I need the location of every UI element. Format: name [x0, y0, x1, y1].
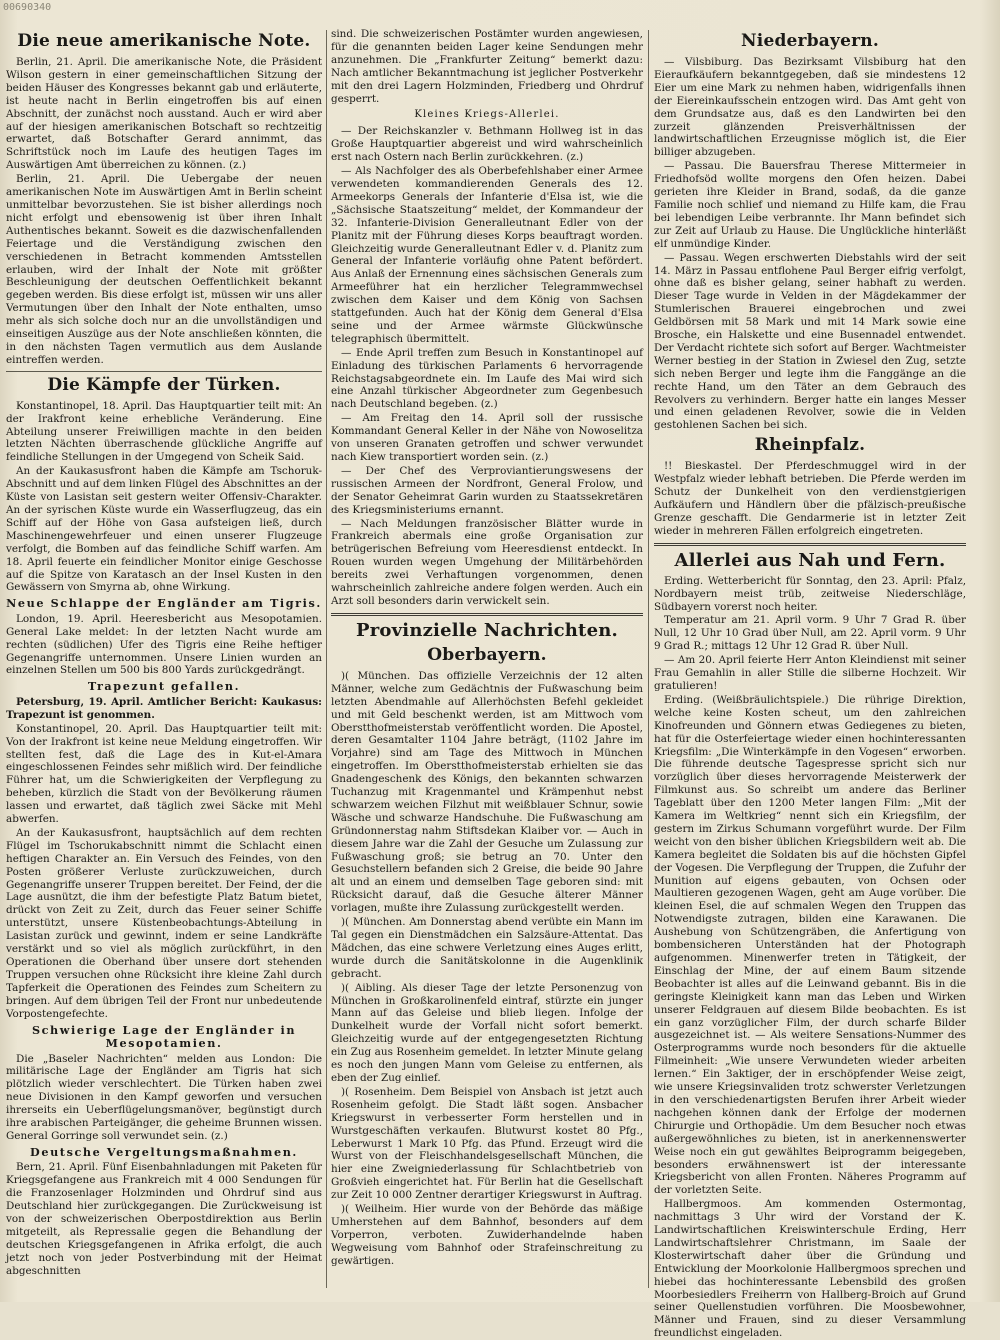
article-paragraph: — Passau. Wegen erschwerten Diebstahls wird der seit 14. März in Passau entflohene Paul Berger eifrig verfolgt, ohne daß es bisher gelang, seiner habhaft zu werden. Dieser Tage wurde in Velden in der Mägdekammer der Stumlerischen Brauerei eingebrochen und zwei Geldbörsen mit 58 Mark und mit 14 Mark sowie eine Brosche, ein Halskette und eine Busennadel entwendet. Der Verdacht richtete sich sofort auf Berger. Wachtmeister Werner bestieg in der Station in Zwiesel den Zug, setzte sich neben Berger und legte ihm die Fanggänge an die rechte Hand, um den Täter an dem Gebrauch des Revolvers zu verhindern. Berger hatte ein langes Messer und einen geladenen Revolver, sowie die in Velden gestohlenen Sachen bei sich.	[654, 251, 966, 432]
article-paragraph: London, 19. April. Heeresbericht aus Mesopotamien. General Lake meldet: In der letzten Nacht wurde am rechten (südlichen) Ufer des Tigris eine Reihe heftiger Gegenangriffe unternommen. Unsere Linien wurden an einzelnen Stellen um 500 bis 800 Yards zurückgedrängt.	[6, 612, 322, 677]
article-paragraph: Konstantinopel, 18. April. Das Hauptquartier teilt mit: An der Irakfront keine erhebliche Veränderung. Eine Abteilung unserer Freiwilligen machte in den beiden letzten Nächten überraschende glückliche Angriffe auf feindliche Stellungen in der Umgegend von Scheik Said.	[6, 399, 322, 464]
article-paragraph: — Am Freitag den 14. April soll der russische Kommandant General Keller in der Nähe von Nowoselitza von unseren Granaten getroffen und schwer verwundet nach Kiew transportiert worden sein. (z.)	[331, 412, 643, 463]
column-3	[654, 28, 966, 1340]
article-paragraph: Bern, 21. April. Fünf Eisenbahnladungen mit Paketen für Kriegsgefangene aus Frankreich mit 4 000 Sendungen für die Franzosenlager Holzminden und Ohrdruf sind aus Deutschland hier zurückgegangen. Die Zurückweisung ist von der schweizerischen Oberpostdirektion aus Berlin mitgeteilt, als Repressalie gegen die Behandlung der deutschen Kriegsgefangenen in Afrika erfolgt, die auch jetzt noch von jeder Postverbindung mit der Heimat abgeschnitten	[6, 1161, 322, 1277]
article-paragraph: — Der Chef des Verproviantierungswesens der russischen Armeen der Nordfront, General Frolow, und der Senator Geheimrat Garin wurden zu Staatssekretären des Kriegsministeriums ernannt.	[331, 464, 643, 516]
article-paragraph: sind. Die schweizerischen Postämter wurden angewiesen, für die genannten beiden Lager keine Sendungen mehr anzunehmen. Die „Frankfurter Zeitung“ bemerkt dazu: Nach amtlicher Bekanntmachung ist jeglicher Postverkehr mit den drei Lagern Holzminden, Friedberg und Ohrdruf gesperrt.	[331, 28, 643, 105]
divider	[654, 543, 966, 546]
article-paragraph: )( München. Das offizielle Verzeichnis der 12 alten Männer, welche zum Gedächtnis der Fußwaschung beim letzten Abendmahle auf Allerhöchsten Befehl gekleidet und mit Geld beschenkt werden, ist am Mittwoch vom Oberstthofmeisterstab veröffentlicht worden. Die Apostel, deren Gesamtalter 1104 Jahre beträgt, (1102 Jahre im Vorjahre) sind am Tage des Mittwoch in München eingetroffen. Im Oberstthofmeisterstab erhielten sie das Gnadengeschenk des Königs, den bekannten schwarzen Tuchanzug mit Kragenmantel und Krämpenhut nebst schwarzem weichen Filzhut mit weißblauer Schnur, sowie Wäsche und schwarze Handschuhe. Die Fußwaschung am Gründonnerstag nahm Stiftsdekan Klaiber vor. — Auch in diesem Jahre war die Zahl der Gesuche um Zulassung zur Fußwaschung groß; sie betrug an 70. Unter den Gesuchstellern befanden sich 2 Greise, die beide 90 Jahre alt und an einem und demselben Tage geboren sind: mit Rücksicht darauf, daß die Gesuche älterer Männer vorlagen, mußte ihre Zulassung zurückgestellt werden.	[331, 669, 643, 915]
article-paragraph: Berlin, 21. April. Die Uebergabe der neuen amerikanischen Note im Auswärtigen Amt in Berlin scheint unmittelbar bevorzustehen. Sie ist bisher allerdings noch nicht erfolgt und ebensowenig ist über ihren Inhalt Authentisches bekannt. Soweit es die dazwischenfallenden Feiertage und die Verständigung zwischen den verschiedenen in Betracht kommenden Amtsstellen erlauben, wird der Inhalt der Note mit größter Beschleunigung der deutschen Oeffentlichkeit bekannt gegeben werden. Bis diese erfolgt ist, müssen wir uns aller Vermutungen über den Inhalt der Note enthalten, umso mehr als sich solche doch nur an die unvollständigen und einseitigen Auszüge aus der Note anschließen könnten, die in den nächsten Tagen vermutlich aus dem Auslande eintreffen werden.	[6, 173, 322, 366]
subheading: Deutsche Vergeltungsmaßnahmen.	[30, 1144, 298, 1159]
headline-provincial-news: Provinzielle Nachrichten.	[356, 619, 618, 641]
headline-niederbayern: Niederbayern.	[741, 31, 879, 51]
article-paragraph: — Am 20. April feierte Herr Anton Kleindienst mit seiner Frau Gemahlin in aller Stille die silberne Hochzeit. Wir gratulieren!	[654, 654, 966, 692]
article-paragraph: An der Kaukasusfront, hauptsächlich auf dem rechten Flügel im Tschorukabschnitt nimmt die Schlacht einen heftigen Charakter an. Ein Versuch des Feindes, von den Posten größerer Verluste zurückzuweichen, durch Gegenangriffe unserer Truppen bereitet. Der Feind, der die Lage ausnützt, die ihm der befestigte Platz Batum bietet, drückt von Zeit zu Zeit, durch das Feuer seiner Schiffe unterstützt, unsere Küstenbeobachtungs-Abteilung in Lasistan zurück und gewinnt, indem er seine Landkräfte verstärkt und so viel als möglich zurückführt, in den Operationen die Oberhand über unsere dort stehenden Truppen versuchen ohne Rücksicht ihre kleine Zahl durch Tapferkeit die Operationen des Feindes zum Scheitern zu bringen. Auf dem übrigen Teil der Front nur unbedeutende Vorpostengefechte.	[6, 826, 322, 1020]
article-paragraph: — Vilsbiburg. Das Bezirksamt Vilsbiburg hat den Eieraufkäufern bekanntgegeben, daß sie mindestens 12 Eier um eine Mark zu nehmen haben, widrigenfalls ihnen der Eiereinkaufsschein entzogen wird. Das Amt geht von dem Grundsatze aus, daß es den Landwirten bei den zurzeit glänzenden Preisverhältnissen der landwirtschaftlichen Erzeugnisse möglich ist, die Eier billiger abzugeben.	[654, 56, 966, 159]
article-paragraph: Berlin, 21. April. Die amerikanische Note, die Präsident Wilson gestern in einer gemeinschaftlichen Sitzung der beiden Häuser des Kongresses bekannt gab und erläuterte, ist heute nacht in Berlin eingetroffen bis auf einen Abschnitt, der zunächst noch ausstand. Auch er wird aber auf der hiesigen amerikanischen Botschaft so rechtzeitig erwartet, daß Botschafter Gerard annimmt, das Schriftstück noch im Laufe des heutigen Tages im Auswärtigen Amt überreichen zu können. (z.)	[6, 56, 322, 172]
article-paragraph: !! Bieskastel. Der Pferdeschmuggel wird in der Westpfalz wieder lebhaft betrieben. Die Pferde werden im Schutz der Dunkelheit von den verdienstgierigen Aufkäufern und Händlern über die pfälzisch-preußische Grenze geschafft. Die Gendarmerie ist in letzter Zeit wieder in mehreren Fällen erfolgreich eingetreten.	[654, 460, 966, 537]
headline-american-note: Die neue amerikanische Note.	[17, 31, 311, 51]
article-paragraph: )( Rosenheim. Dem Beispiel von Ansbach ist jetzt auch Rosenheim gefolgt. Die Stadt läßt sogen. Ansbacher Kriegswurst in verbesserter Form herstellen und in Wurstgeschäften verkaufen. Blutwurst kostet 80 Pfg., Leberwurst 1 Mark 10 Pfg. das Pfund. Erzeugt wird die Wurst von der Fleischhandelsgesellschaft München, die hier eine Zweigniederlassung für Schlachtbetrieb von Großvieh eingerichtet hat. Für Berlin hat die Gesellschaft zur Zeit 10 000 Zentner derartiger Kriegswurst in Auftrag.	[331, 1085, 643, 1202]
article-paragraph: Erding. (Weißbräulichtspiele.) Die rührige Direktion, welche keine Kosten scheut, um den zahlreichen Kinofreunden und Gönnern etwas Gediegenes zu bieten, hat für die Osterfeiertage wieder einen hochinteressanten Kriegsfilm: „Die Winterkämpfe in den Vogesen“ erworben. Die führende deutsche Tagespresse spricht sich nur vorzüglich über dieses hervorragende Meisterwerk der Filmkunst aus. So schreibt um andere das Berliner Tageblatt über den 1200 Meter langen Film: „Mit der Kamera im Weltkrieg“ nennt sich ein Kriegsfilm, der gestern im Zirkus Schumann vorgeführt wurde. Der Film weicht von den bisher üblichen Kriegsbildern weit ab. Die Kamera begleitet die Soldaten bis auf die höchsten Gipfel der Vogesen. Die Verpflegung der Truppen, die Zufuhr der Munition auf eigens gebauten, von Ochsen oder Maultieren gezogenen Wagen, geht am Auge vorüber. Die kleinen Esel, die auf schmalen Wegen den Truppen das Notwendigste zutragen, bilden eine Karawanen. Die Aushebung von Schützengräben, die Anfertigung von bombensicheren Unterständen hat der Photograph aufgenommen. Minenwerfer treten in Tätigkeit, der Einschlag der Mine, der auf einem Baum sitzende Beobachter ist alles auf die Leinwand gebannt. Bis in die geringste Kleinigkeit kann man das Leben und Wirken unserer Feldgrauen auf diesem Bilde beobachten. Es ist ein ganz vorzüglicher Film, der durch scharfe Bilder ausgezeichnet ist. — Als weitere Sensations-Nummer des Osterprogramms wurde noch besonders für die aktuelle Filmeinheit: „Wie unsere Verwundeten wieder arbeiten lernen.“ Ein 3aktiger, der in erschöpfender Weise zeigt, wie unsere Kriegsinvaliden trotz schwerster Verletzungen in den verschiedenartigsten Berufen ihrer Arbeit wieder nachgehen können dank der Erfolge der modernen Chirurgie und Orthopädie. Um dem Besucher noch etwas außergewöhnliches zu bieten, ist in anerkennenswerter Weise noch ein gut gewähltes Beiprogramm beigegeben, besonders erwähnenswert ist der interessante Kriegsbericht von allen Fronten. Näheres Programm auf der vorletzten Seite.	[654, 693, 966, 1197]
column-2	[331, 28, 643, 1290]
subheading: Neue Schlappe der Engländer am Tigris.	[6, 596, 322, 611]
column-1	[6, 28, 322, 1290]
article-paragraph: — Ende April treffen zum Besuch in Konstantinopel auf Einladung des türkischen Parlaments 6 hervorragende Reichstagsabgeordnete ein. Im Laufe des Mai wird sich eine Anzahl türkischer Abgeordneter zum Gegenbesuch nach Deutschland begeben. (z.)	[331, 346, 643, 411]
article-paragraph: — Als Nachfolger des als Oberbefehlshaber einer Armee verwendeten kommandierenden Generals des 12. Armeekorps Generals der Infanterie d'Elsa ist, wie die „Sächsische Staatszeitung“ meldet, der Kommandeur der 32. Infanterie-Division Generalleutnant Edler von der Planitz mit der Führung dieses Korps beauftragt worden. Gleichzeitig wurde Generalleutnant Edler v. d. Planitz zum General der Infanterie vorläufig ohne Patent befördert. Aus Anlaß der Ernennung eines sächsischen Generals zum Armeeführer hat ein herzlicher Telegrammwechsel zwischen dem Kaiser und dem König von Sachsen stattgefunden. Auch hat der König dem General d'Elsa seine und der Armee wärmste Glückwünsche telegraphisch übermittelt.	[331, 165, 643, 345]
subheading: Trapezunt gefallen.	[87, 679, 241, 694]
divider	[331, 613, 643, 616]
article-paragraph: )( München. Am Donnerstag abend verübte ein Mann im Tal gegen ein Dienstmädchen ein Salzsäure-Attentat. Das Mädchen, das eine schwere Verletzung eines Auges erlitt, wurde durch die Sanitätskolonne in die Augenklinik gebracht.	[331, 916, 643, 980]
column-rule-1	[326, 30, 327, 1288]
article-paragraph: — Nach Meldungen französischer Blätter wurde in Frankreich abermals eine große Organisation zur betrügerischen Befreiung vom Heeresdienst entdeckt. In Rouen wurden wegen Umgehung der Militärbehörden bereits zwei Verhaftungen vorgenommen, denen wahrscheinlich zahlreiche andere folgen werden. Auch ein Arzt soll besonders darin verwickelt sein.	[331, 517, 643, 607]
headline-oberbayern: Oberbayern.	[427, 644, 547, 665]
headline-turks: Die Kämpfe der Türken.	[47, 374, 281, 395]
column-rule-2	[648, 30, 649, 1288]
article-paragraph: — Passau. Die Bauersfrau Therese Mittermeier in Friedhofsöd wollte morgens den Ofen heizen. Dabei gerieten ihre Kleider in Brand, sodaß, da die ganze Familie noch schlief und niemand zu Hilfe kam, die Frau bei lebendigen Leibe verbrannte. Ihr Mann befindet sich zur Zeit auf Urlaub zu Hause. Die Unglückliche hinterläßt elf unmündige Kinder.	[654, 160, 966, 250]
article-paragraph: Die „Baseler Nachrichten“ melden aus London: Die militärische Lage der Engländer am Tigris hat sich plötzlich wieder verschlechtert. Die Türken haben zwei neue Divisionen in den Kampf geworfen und versuchen ihrerseits ein Ueberflügelungsmanöver, begünstigt durch ihre arabischen Parteigänger, die geheime Brunnen wissen. General Gorringe soll verwundet sein. (z.)	[6, 1052, 322, 1142]
article-paragraph: An der Kaukasusfront haben die Kämpfe am Tschoruk-Abschnitt und auf dem linken Flügel des Abschnittes an der Küste von Lasistan seit gestern weiter Offensiv-Charakter. An der syrischen Küste wurde ein Wasserflugzeug, das ein Schiff auf der Höhe von Gasa aufsteigen ließ, durch Maschinengewehrfeuer und einen unserer Flugzeuge verfolgt, die Bomben auf das feindliche Schiff warfen. Am 18. April feuerte ein feindlicher Monitor einige Geschosse auf die Spitze von Karatasch an der Insel Kusten in den Gewässern von Smyrna ab, ohne Wirkung.	[6, 465, 322, 594]
headline-rheinpfalz: Rheinpfalz.	[754, 435, 866, 456]
article-paragraph: Petersburg, 19. April. Amtlicher Bericht: Kaukasus: Trapezunt ist genommen.	[6, 695, 322, 721]
article-paragraph: Hallbergmoos. Am kommenden Ostermontag, nachmittags 3 Uhr wird der Vorstand der K. Landwirtschaftlichen Kreiswinterschule Erding, Herr Landwirtschaftslehrer Christmann, im Saale der Klosterwirtschaft daher über die Gründung und Entwicklung der Moorkolonie Hallbergmoos sprechen und hiebei das hochinteressante Lebensbild des großen Moorbesiedlers Freiherrn von Hallberg-Broich auf Grund seiner Quellenstudien vorführen. Die Moosbewohner, Männer und Frauen, sind zu dieser Versammlung freundlichst eingeladen.	[654, 1198, 966, 1340]
subheading: Kleines Kriegs-Allerlei.	[414, 109, 560, 121]
subheading: Schwierige Lage der Engländer in Mesopotamien.	[31, 1022, 297, 1051]
article-paragraph: Konstantinopel, 20. April. Das Hauptquartier teilt mit: Von der Irakfront ist keine neue Meldung eingetroffen. Wir stellten fest, daß die Lage des in Kut-el-Amara eingeschlossenen Feindes sehr mißlich wird. Der feindliche Führer hat, um die Schwierigkeiten der Verpflegung zu beheben, kürzlich die Stadt von der Bevölkerung räumen lassen und erwartet, daß täglich zwei Säcke mit Mehl abwerfen.	[6, 722, 322, 826]
article-paragraph: )( Weilheim. Hier wurde von der Behörde das mäßige Umherstehen auf dem Bahnhof, besonders auf dem Vorperron, verboten. Zuwiderhandelnde haben Wegweisung vom Bahnhof oder Strafeinschreitung zu gewärtigen.	[331, 1203, 643, 1267]
article-paragraph: Erding. Wetterbericht für Sonntag, den 23. April: Pfalz, Nordbayern meist trüb, zeitweise Niederschläge, Südbayern vorerst noch heiter.	[654, 574, 966, 613]
page-id: 00690340	[3, 2, 52, 13]
article-paragraph: )( Aibling. Als dieser Tage der letzte Personenzug von München in Großkarolinenfeld eintraf, stürzte ein junger Mann auf das Geleise und blieb liegen. Infolge der Dunkelheit wurde der Vorfall nicht sofort bemerkt. Gleichzeitig wurde auf der entgegengesetzten Richtung ein Zug aus Rosenheim gemeldet. In letzter Minute gelang es noch den jungen Mann vom Geleise zu entfernen, als eben der Zug einlief.	[331, 981, 643, 1084]
article-paragraph: Temperatur am 21. April vorm. 9 Uhr 7 Grad R. über Null, 12 Uhr 10 Grad über Null, am 22. April vorm. 9 Uhr 9 Grad R.; mittags 12 Uhr 12 Grad R. über Null.	[654, 614, 966, 653]
article-paragraph: — Der Reichskanzler v. Bethmann Hollweg ist in das Große Hauptquartier abgereist und wird wahrscheinlich erst nach Ostern nach Berlin zurückkehren. (z.)	[331, 125, 643, 164]
divider	[6, 371, 322, 372]
headline-allerlei: Allerlei aus Nah und Fern.	[674, 549, 946, 571]
